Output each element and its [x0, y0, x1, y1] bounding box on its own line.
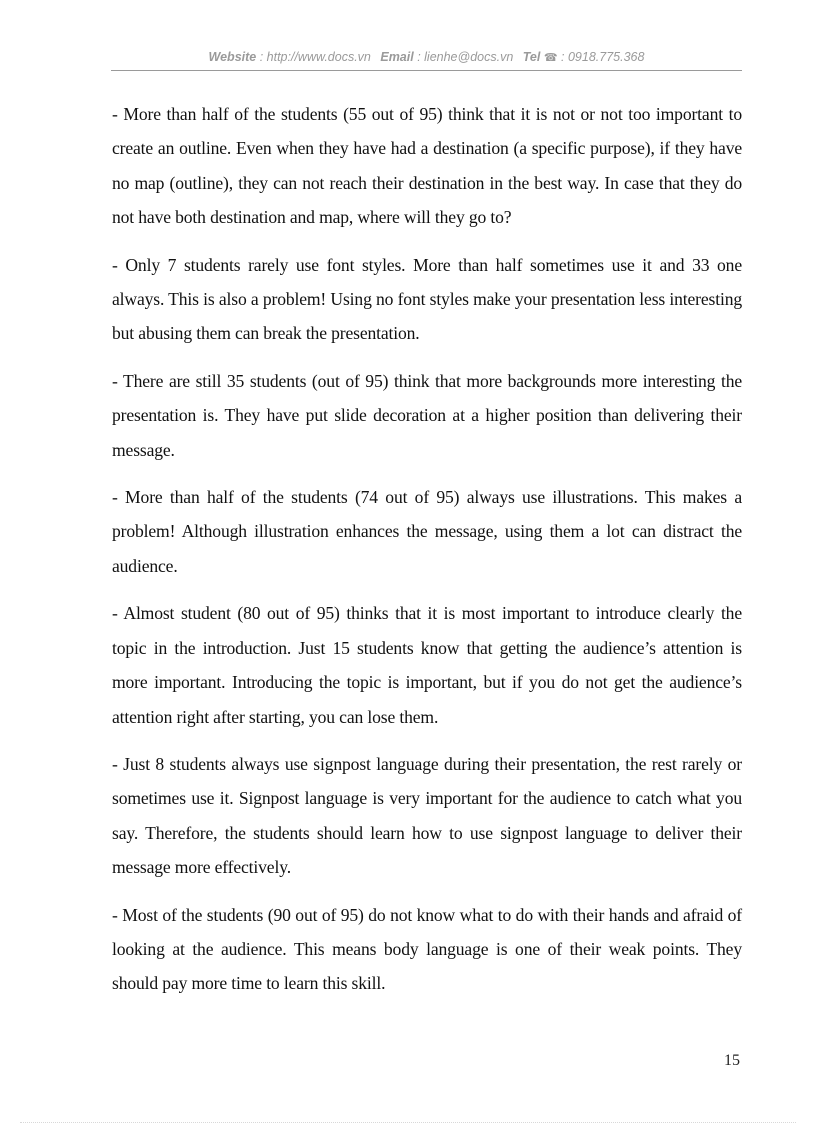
website-separator: : — [256, 50, 267, 64]
page-number: 15 — [724, 1052, 740, 1069]
paragraph-illustrations: - More than half of the students (74 out of 95) always use illustrations. This makes a problem! Although illustration enhances the message, using them a lot can distract the audience. — [112, 487, 742, 576]
website-url[interactable]: http://www.docs.vn — [266, 50, 371, 64]
page-header — [111, 50, 742, 64]
paragraph-outline: - More than half of the students (55 out of 95) think that it is not or not too important to create an outline. Even when they have had a destination (a specific purpose), if they have no map (outline), they can not reach their destination in the best way. In case that they do not have both destination and map, where will they go to? — [112, 104, 742, 228]
email-address[interactable]: lienhe@docs.vn — [424, 50, 514, 64]
website-label: Website — [208, 50, 257, 64]
email-label: Email — [380, 50, 414, 64]
paragraph-font-styles: - Only 7 students rarely use font styles. More than half sometimes use it and 33 one always. This is also a problem! Using no font styles make your presentation less interesting but abusing them can break the presentation. — [112, 254, 742, 344]
paragraph-backgrounds: - There are still 35 students (out of 95) think that more backgrounds more interesting the presentation is. They have put slide decoration at a higher position than delivering their message. — [112, 370, 742, 460]
tel-number: 0918.775.368 — [567, 50, 645, 64]
paragraph-body-language: - Most of the students (90 out of 95) do not know what to do with their hands and afraid of looking at the audience. This means body language is one of their weak points. They should pay more time to learn this skill. — [112, 904, 742, 994]
tel-label: Tel — [522, 50, 541, 64]
paragraph-introduction: - Almost student (80 out of 95) thinks that it is most important to introduce clearly the topic in the introduction. Just 15 students know that getting the audience’s attention is more important. Introducing the topic is important, but if you do not get the audience’s attention right after starting, you can lose them. — [112, 603, 742, 727]
email-separator: : — [413, 50, 425, 64]
phone-icon: ☎ — [543, 52, 558, 64]
document-body — [112, 97, 742, 1014]
tel-separator: : — [557, 50, 568, 64]
header-divider — [111, 70, 742, 71]
paragraph-signpost-language: - Just 8 students always use signpost language during their presentation, the rest rarely or sometimes use it. Signpost language is very important for the audience to catch what you say. Therefore, the students should learn how to use signpost language to deliver their message more effectively. — [112, 753, 742, 878]
